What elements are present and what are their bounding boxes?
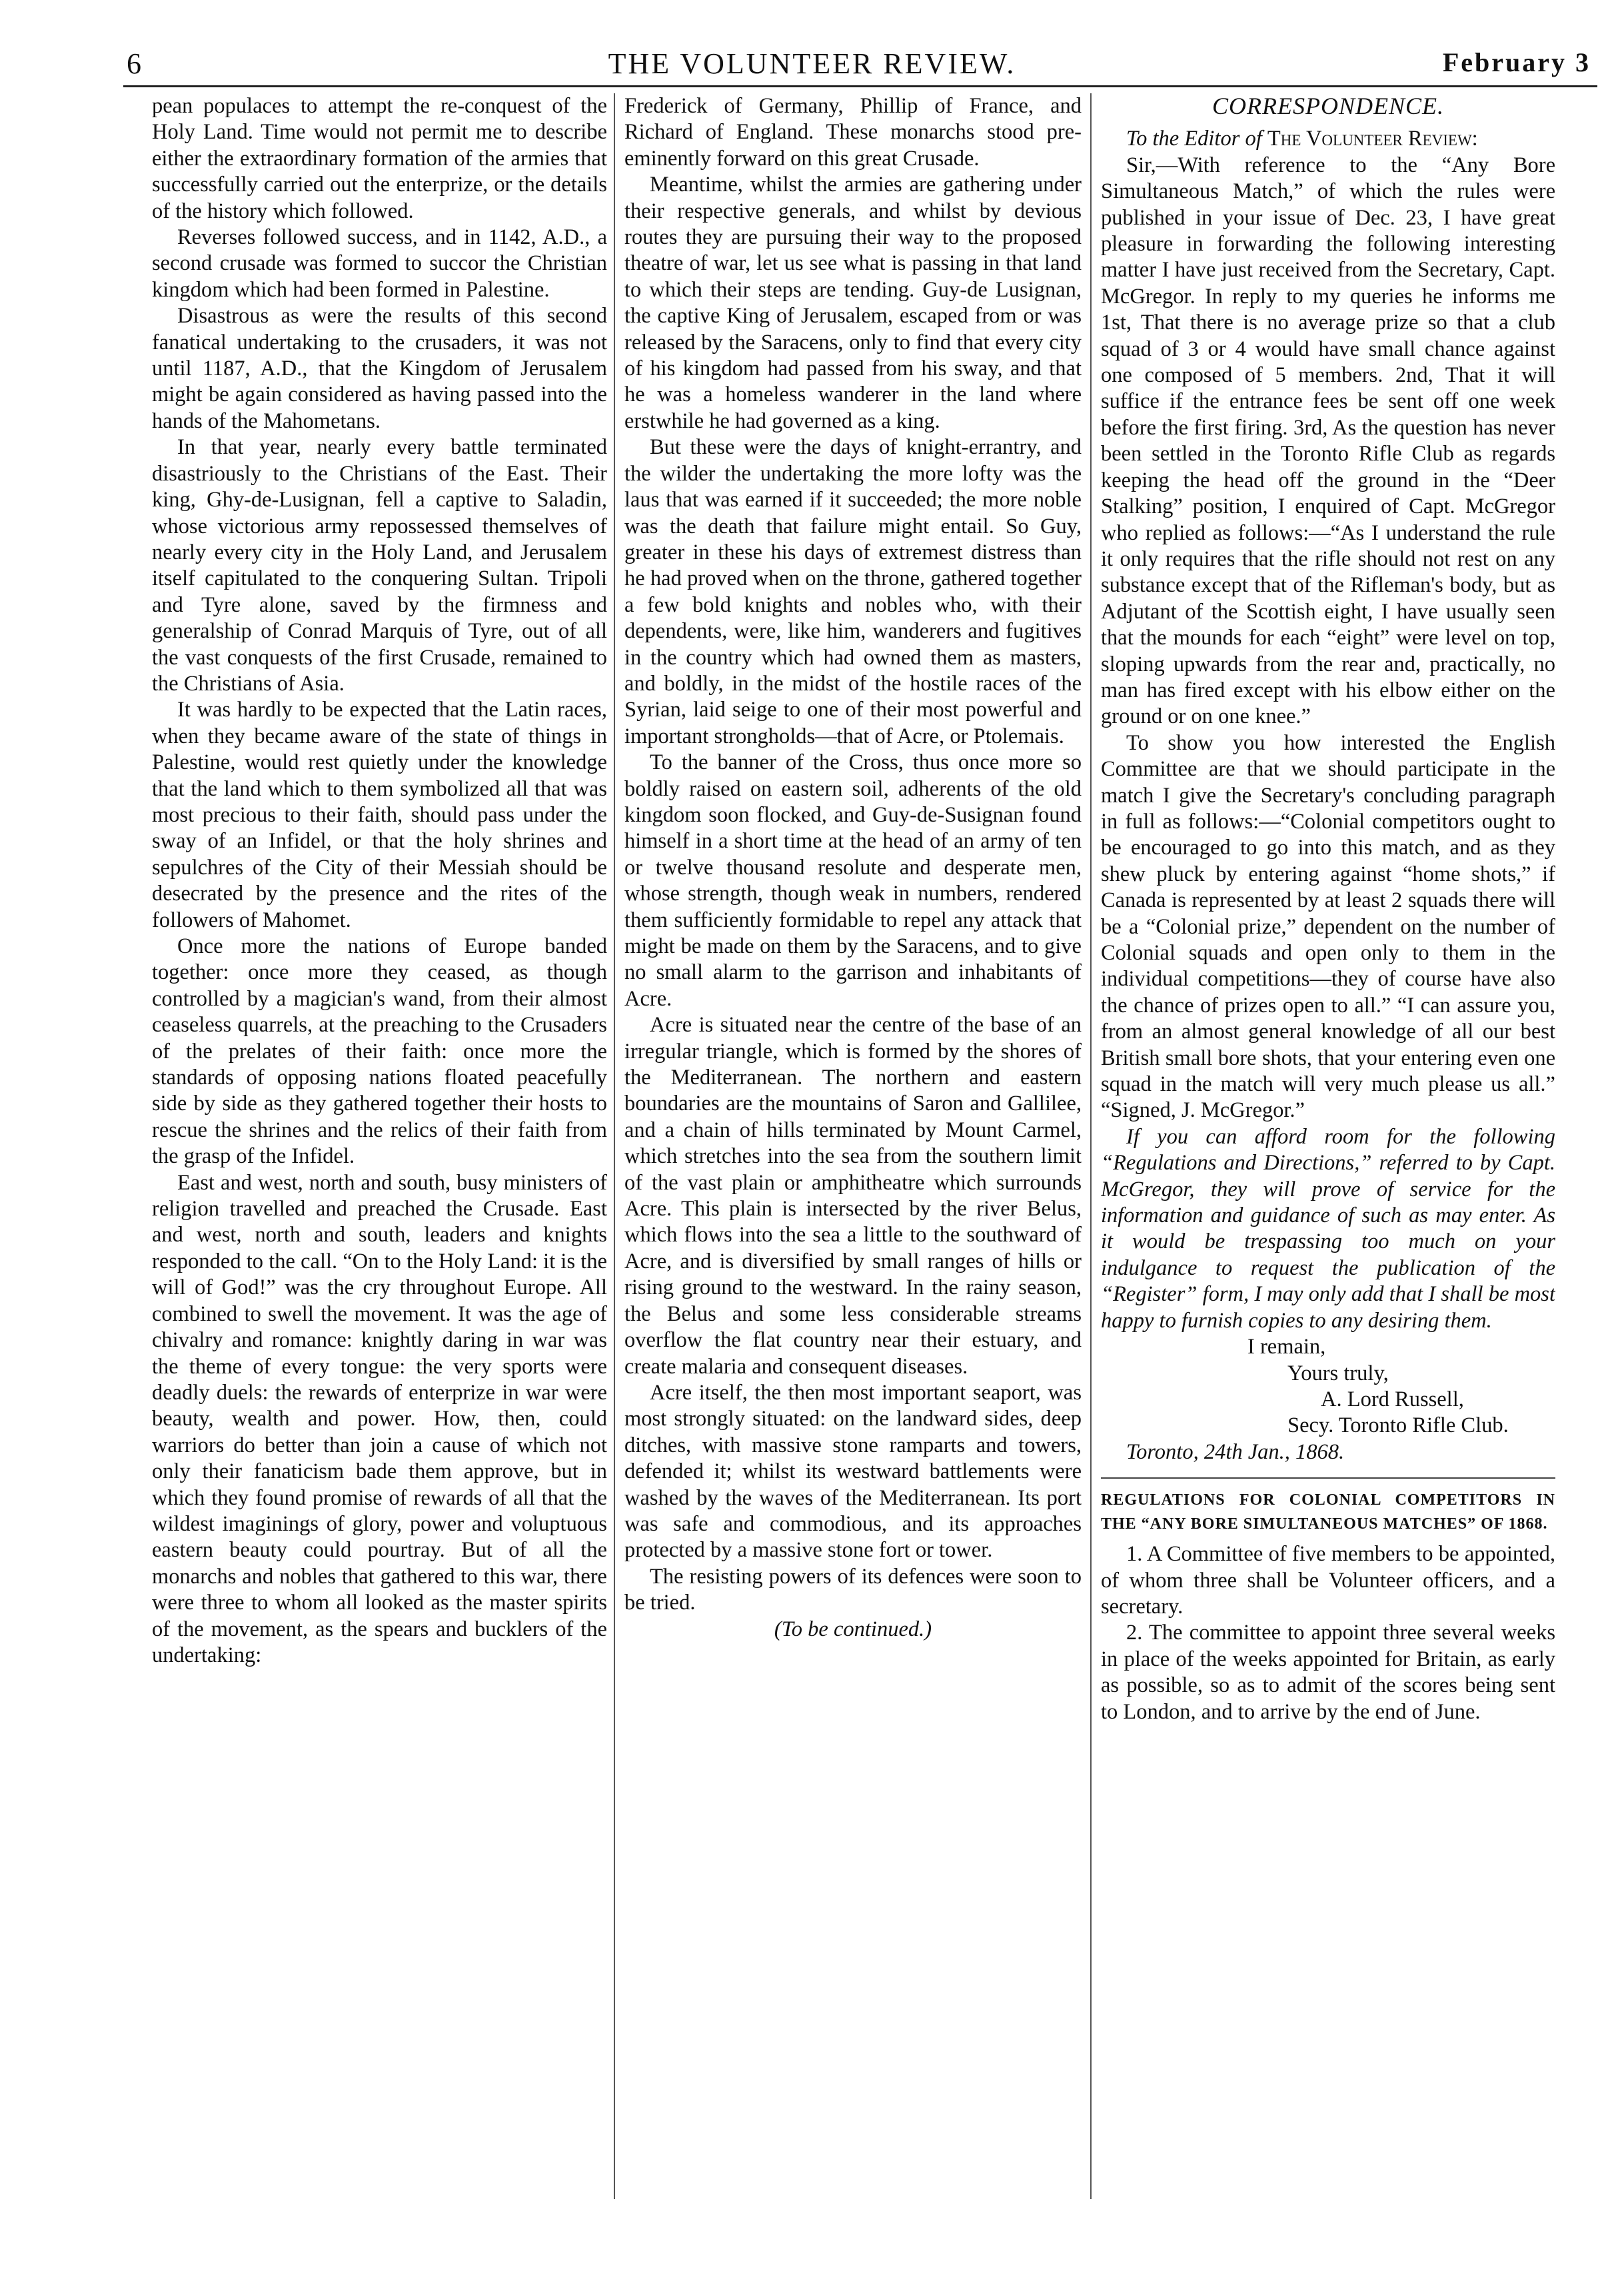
address-prefix: To the Editor of xyxy=(1126,127,1262,151)
section-heading: CORRESPONDENCE. xyxy=(1212,93,1444,119)
regulations-heading: REGULATIONS FOR COLONIAL COMPETITORS IN THE “ANY BORE SIMULTANEOUS MATCHES” OF 1868. xyxy=(1101,1491,1555,1533)
paragraph: In that year, nearly every battle terminated disastriously to the Christians of the East. Their king, Ghy-de-Lusignan, fell a captive to Saladin, whose victorious army repossessed themselves of nearly every city in the Holy Land, and Jerusalem itself capitulated to the conquering Sultan. Tripoli and Tyre alone, saved by the firmness and generalship of Conrad Marquis of Tyre, out of all the vast conquests of the first Crusade, remained to the Christians of Asia. xyxy=(152,435,607,696)
paragraph: If you can afford room for the following “Regulations and Directions,” referred to by Capt. McGregor, they will prove of service for the information and guidance of such as may enter. As it would be trespassing too much on your indulgance to request the publication of the “Register” form, I may only add that I shall be most happy to furnish copies to any desiring them. xyxy=(1101,1124,1555,1333)
closing: I remain, xyxy=(1247,1335,1326,1359)
header-rule xyxy=(123,85,1597,87)
paragraph: East and west, north and south, busy ministers of religion travelled and preached the Crusade. East and west, north and south, leaders and knights responded to the call. “On to the Holy Land: it is the will of God!” was the cry throughout Europe. All combined to swell the movement. It was the age of chivalry and romance: knightly daring in war was the theme of every tongue: the very sports were deadly duels: the rewards of enterprize in war were beauty, wealth and power. How, then, could warriors do better than join a cause of which not only their fanaticism bade them approve, but in which they found promise of rewards of all that the wildest imaginings of glory, power and voluptuous eastern beauty could pourtray. But of all the monarchs and nobles that gathered to this war, there were three to whom all looked as the master spirits of the movement, as the spears and bucklers of the undertaking: xyxy=(152,1170,607,1667)
issue-date: February 3 xyxy=(1442,47,1591,77)
signature: A. Lord Russell, xyxy=(1321,1387,1464,1411)
paragraph: pean populaces to attempt the re-conquest of the Holy Land. Time would not permit me to describe either the extraordinary formation of the armies that successfully carried out the enterprize, or the details of the history which followed. xyxy=(152,94,607,223)
page-number: 6 xyxy=(127,47,141,80)
paragraph: Frederick of Germany, Phillip of France, and Richard of England. These monarchs stood pre-eminently forward on this great Crusade. xyxy=(624,94,1082,171)
section-rule xyxy=(1101,1477,1555,1479)
paragraph: Acre is situated near the centre of the base of an irregular triangle, which is formed by the shores of the Mediterranean. The northern and eastern boundaries are the mountains of Saron and Gallilee, and a chain of hills terminated by Mount Carmel, which stretches into the sea from the southern limit of the vast plain or amphitheatre which surrounds Acre. This plain is intersected by the river Belus, which flows into the sea a little to the southward of Acre, and is diversified by small ranges of hills or rising ground to the westward. In the rainy season, the Belus and some less considerable streams overflow the flat country near their estuary, and create malaria and consequent diseases. xyxy=(624,1013,1082,1379)
paragraph: Disastrous as were the results of this second fanatical undertaking to the crusaders, it was not until 1187, A.D., that the Kingdom of Jerusalem might be again considered as having passed into the hands of the Mahometans. xyxy=(152,304,607,433)
paragraph: Sir,—With reference to the “Any Bore Simultaneous Match,” of which the rules were published in your issue of Dec. 23, I have great pleasure in forwarding the following interesting matter I have just received from the Secretary, Capt. McGregor. In reply to my queries he informs me 1st, That there is no average prize so that a club squad of 3 or 4 would have small chance against one composed of 5 members. 2nd, That it will suffice if the entrance fees be sent off one week before the first firing. 3rd, As the question has never been settled in the Toronto Rifle Club as regards keeping the head off the ground in the “Deer Stalking” position, I enquired of Capt. McGregor who replied as follows:—“As I understand the rule it only requires that the rifle should not rest on any substance except that of the Rifleman's body, but as Adjutant of the Scottish eight, I have usually seen that the mounds for each “eight” were level on top, sloping upwards from the rear and, practically, no man has fired except with his elbow either on the ground or on one knee.” xyxy=(1101,153,1555,729)
paragraph: To show you how interested the English Committee are that we should participate in the match I give the Secretary's concluding paragraph in full as follows:—“Colonial competitors ought to be encouraged to go into this match, and as they shew pluck by entering against “home shots,” if Canada is represented by at least 2 squads there will be a “Colonial prize,” dependent on the number of Colonial squads and open only to them in the individual competitions—they of course have also the chance of prizes open to all.” “I can assure you, from an almost general knowledge of all our best British small bore shots, that your entering even one squad in the match will very much please us all.” “Signed, J. McGregor.” xyxy=(1101,730,1555,1123)
newspaper-title: THE VOLUNTEER REVIEW. xyxy=(608,47,1016,80)
column-1 xyxy=(152,93,607,2219)
column-3 xyxy=(1101,93,1555,2219)
address-paper: The Volunteer Review: xyxy=(1267,127,1478,151)
paragraph: But these were the days of knight-errantry, and the wilder the undertaking the more lofty was the laus that was earned if it succeeded; the more noble was the death that failure might entail. So Guy, greater in these his days of extremest distress than he had proved when on the throne, gathered together a few bold knights and nobles who, with their dependents, were, like him, wanderers and fugitives in the country which had owned them as masters, and boldly, in the midst of the hostile races of the Syrian, laid seige to one of their most powerful and important strongholds—that of Acre, or Ptolemais. xyxy=(624,435,1082,748)
paragraph: The resisting powers of its defences were soon to be tried. xyxy=(624,1564,1082,1615)
paragraph: Acre itself, the then most important seaport, was most strongly situated: on the landward sides, deep ditches, with massive stone ramparts and towers, defended it; whilst its westward battlements were washed by the waves of the Mediterranean. Its port was safe and commodious, and its approaches protected by a massive stone fort or tower. xyxy=(624,1380,1082,1563)
closing-2: Yours truly, xyxy=(1287,1361,1389,1385)
regulation-item: 2. The committee to appoint three several weeks in place of the weeks appointed for Britain, as early as possible, so as to admit of the scores being sent to London, and to arrive by the end of June. xyxy=(1101,1621,1555,1724)
paragraph: Reverses followed success, and in 1142, A.D., a second crusade was formed to succor the Christian kingdom which had been formed in Palestine. xyxy=(152,225,607,302)
signature-title: Secy. Toronto Rifle Club. xyxy=(1287,1413,1509,1438)
continued-note: (To be continued.) xyxy=(774,1617,932,1641)
column-2 xyxy=(624,93,1082,2219)
page-header xyxy=(0,47,1624,80)
paragraph: It was hardly to be expected that the Latin races, when they became aware of the state of things in Palestine, would rest quietly under the knowledge that the land which to them symbolized all that was most precious to their faith, should pass under the sway of an Infidel, or that the holy shrines and sepulchres of the City of their Messiah should be desecrated by the presence and the rites of the followers of Mahomet. xyxy=(152,698,607,932)
place-date: Toronto, 24th Jan., 1868. xyxy=(1126,1439,1345,1464)
column-divider xyxy=(614,93,615,2199)
paragraph: Once more the nations of Europe banded together: once more they ceased, as though controlled by a magician's wand, from their almost ceaseless quarrels, at the preaching to the Crusaders of the prelates of their faith: once more the standards of opposing nations floated peacefully side by side as they gathered together their hosts to rescue the shrines and the relics of their faith from the grasp of the Infidel. xyxy=(152,934,607,1169)
paragraph: Meantime, whilst the armies are gathering under their respective generals, and whilst by devious routes they are pursuing their way to the proposed theatre of war, let us see what is passing in that land to which their steps are tending. Guy-de Lusignan, the captive King of Jerusalem, escaped from or was released by the Saracens, only to find that every city of his kingdom had passed from his sway, and that he was a homeless wanderer in the land where erstwhile he had governed as a king. xyxy=(624,173,1082,433)
letter-address xyxy=(1101,126,1555,152)
paragraph: To the banner of the Cross, thus once more so boldly raised on eastern soil, adherents of the old kingdom soon flocked, and Guy-de-Susignan found himself in a short time at the head of an army of ten or twelve thousand resolute and desperate men, whose strength, though weak in numbers, rendered them sufficiently formidable to repel any attack that might be made on them by the Saracens, and to give no small alarm to the garrison and inhabitants of Acre. xyxy=(624,750,1082,1011)
column-divider xyxy=(1090,93,1092,2199)
regulation-item: 1. A Committee of five members to be appointed, of whom three shall be Volunteer officers, and a secretary. xyxy=(1101,1542,1555,1619)
